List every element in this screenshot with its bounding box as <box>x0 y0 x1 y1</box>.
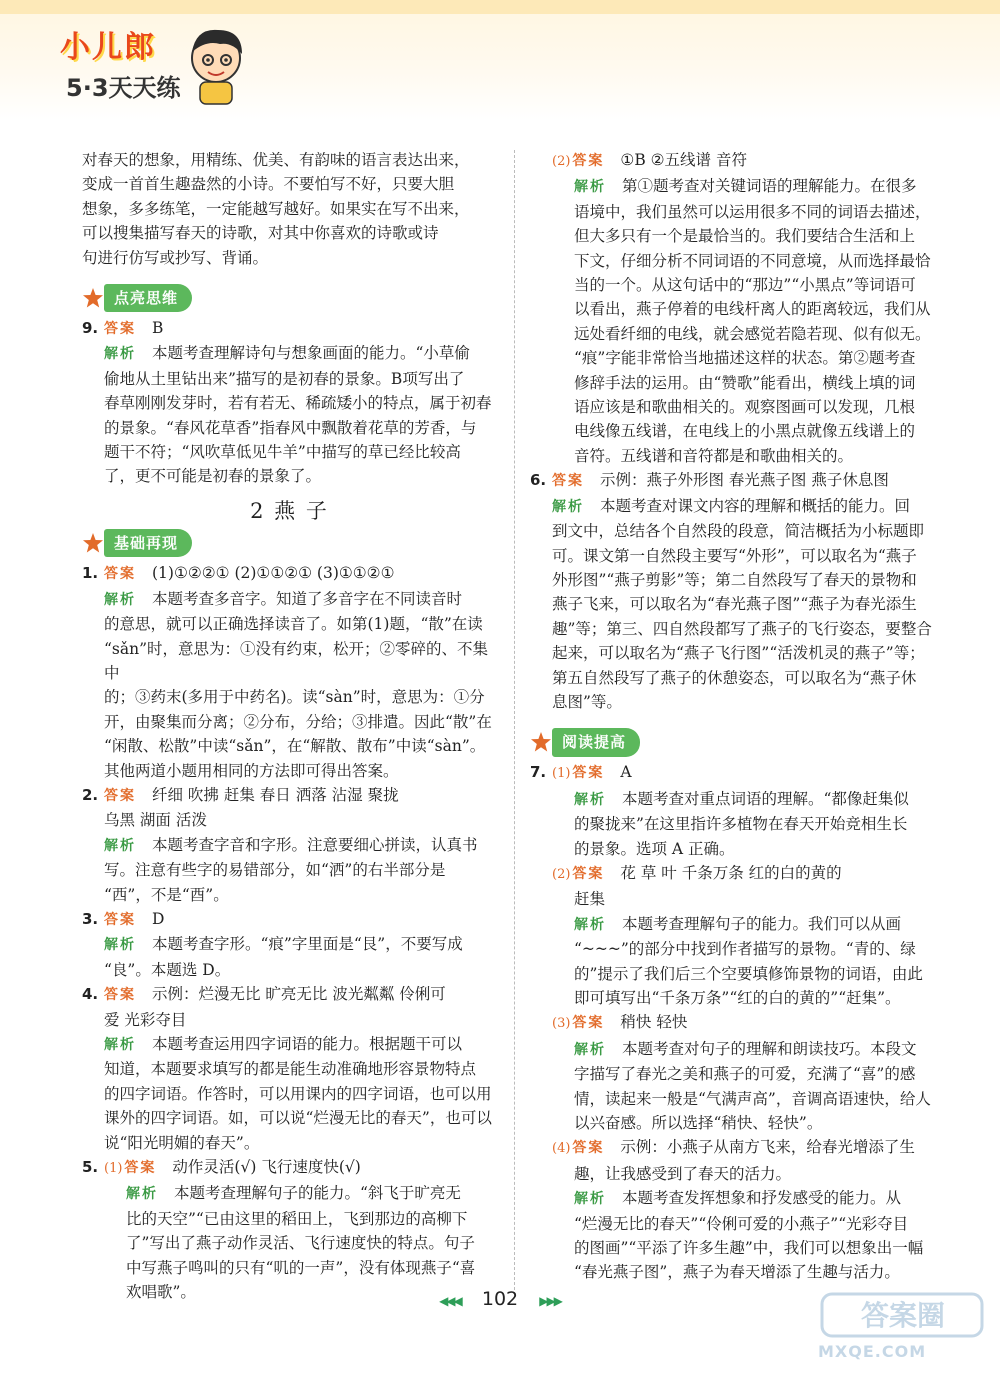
left-arrows-icon: ◀◀◀ <box>439 1294 461 1308</box>
answer-text: D <box>152 909 165 928</box>
answer-text: 纤细 吹拂 赶集 春日 洒落 沾湿 聚拢 <box>152 785 399 804</box>
brand-logo <box>60 22 240 108</box>
analysis-tag: 解析 <box>104 591 136 608</box>
text-line: 中写燕子鸣叫的只有“叽的一声”，没有体现燕子“喜 <box>126 1258 476 1277</box>
answer-text: 动作灵活(√) 飞行速度快(√) <box>172 1158 361 1177</box>
left-column <box>82 148 497 1304</box>
sub-question-number: (4) <box>552 1141 571 1157</box>
text-line: 音符。五线谱和音符都是和歌曲相关的。 <box>574 446 854 465</box>
text-line: “烂漫无比的春天”“伶俐可爱的小燕子”“光彩夺目 <box>574 1214 909 1233</box>
question-2 <box>82 783 497 808</box>
boy-mascot-icon <box>180 22 252 108</box>
text-line: 了，更不可能是初春的景象了。 <box>104 467 322 486</box>
text-line: “闲散、松散”中读“sǎn”，在“解散、散布”中读“sàn”。 <box>104 737 486 756</box>
watermark <box>818 1290 988 1370</box>
analysis-tag: 解析 <box>574 1191 606 1208</box>
answer-circle-logo-icon <box>818 1290 988 1340</box>
question-7 <box>530 760 950 786</box>
star-icon <box>530 731 552 753</box>
text-line: 本题考查多音字。知道了多音字在不同读音时 <box>152 589 463 608</box>
text-line: 可以搜集描写春天的诗歌，对其中你喜欢的诗歌或诗 <box>82 224 439 243</box>
text-line: 写。注意有些字的易错部分，如“洒”的右半部分是 <box>104 861 446 880</box>
section-banner-thinking <box>82 284 497 312</box>
analysis-tag: 解析 <box>574 916 606 933</box>
text-line: 的；③药末(多用于中药名)。读“sàn”时，意思为：①分 <box>104 688 485 707</box>
star-icon <box>82 287 104 309</box>
answer-text: A <box>620 763 632 782</box>
text-line: 句进行仿写或抄写、背诵。 <box>82 248 269 267</box>
analysis-block <box>82 1181 497 1304</box>
analysis-tag: 解析 <box>104 346 136 363</box>
answer-tag: 答案 <box>104 321 136 338</box>
answer-tag: 答案 <box>552 473 584 490</box>
section-banner-reading <box>530 728 950 756</box>
question-7-part-2 <box>530 861 950 887</box>
answer-continuation: 乌黑 湖面 活泼 <box>104 811 207 830</box>
text-line: “~~~”的部分中找到作者描写的景物。“青的、绿 <box>574 940 916 959</box>
analysis-block <box>530 912 950 1011</box>
text-line: 可。课文第一自然段主要写“外形”，可以取名为“燕子 <box>552 546 917 565</box>
text-line: 下文，仔细分析不同词语的不同意境，从而选择最恰 <box>574 251 931 270</box>
text-line: 知道，本题要求填写的都是能生动准确地形容景物特点 <box>104 1060 477 1079</box>
analysis-block <box>530 494 950 715</box>
text-line: 的意思，就可以正确选择读音了。如第(1)题，“散”在读 <box>104 615 483 634</box>
text-line: 以看出，燕子停着的电线杆离人的距离较远，我们从 <box>574 300 931 319</box>
answer-tag: 答案 <box>124 1160 157 1177</box>
section-title: 点亮思维 <box>104 284 192 312</box>
text-line: 当的一个。从这句话中的“那边”“小黑点”等词语可 <box>574 276 916 295</box>
sub-question-number: (3) <box>552 1016 571 1032</box>
text-line: 但大多只有一个是最恰当的。我们要结合生活和上 <box>574 227 916 246</box>
text-line: 本题考查对课文内容的理解和概括的能力。回 <box>600 496 911 515</box>
answer-text: B <box>152 319 164 338</box>
text-line: 想象，多多练笔，一定能越写越好。如果实在写不出来， <box>82 199 470 218</box>
text-line: 远处看纤细的电线，就会感觉若隐若现、似有似无。 <box>574 324 931 343</box>
text-line: 修辞手法的运用。由“赞歌”能看出，横线上填的词 <box>574 373 916 392</box>
text-line: 的聚拢来”在这里指许多植物在春天开始竞相生长 <box>574 815 908 834</box>
answer-continuation: 爱 光彩夺目 <box>104 1010 187 1029</box>
text-line: 燕子飞来，可以取名为“春光燕子图”“燕子为春光添生 <box>552 595 917 614</box>
text-line: 本题考查发挥想象和抒发感受的能力。从 <box>622 1189 902 1208</box>
answer-tag: 答案 <box>104 911 136 928</box>
answer-tag: 答案 <box>104 987 136 1004</box>
answer-tag: 答案 <box>572 1015 605 1032</box>
text-line: 其他两道小题用相同的方法即可得出答案。 <box>104 761 399 780</box>
text-line: 的景象。“春风花草香”指春风中飘散着花草的芳香，与 <box>104 418 477 437</box>
analysis-tag: 解析 <box>126 1186 158 1203</box>
text-line: 趣”等；第三、四自然段都写了燕子的飞行姿态，要整合 <box>552 619 932 638</box>
question-1 <box>82 561 497 586</box>
text-line: 了”写出了燕子动作灵活、飞行速度快的特点。句子 <box>126 1234 475 1253</box>
answer-text: 花 草 叶 千条万条 红的白的黄的 <box>620 863 842 882</box>
question-3 <box>82 907 497 932</box>
text-line: “良”。本题选 D。 <box>104 960 231 979</box>
analysis-tag: 解析 <box>574 179 606 196</box>
text-line: 字描写了春光之美和燕子的可爱，充满了“喜”的感 <box>574 1065 916 1084</box>
header-stripe <box>0 0 1000 14</box>
watermark-logo-text: 答案圈 <box>860 1299 946 1332</box>
right-column <box>530 148 950 1285</box>
section-title: 基础再现 <box>104 529 192 557</box>
text-line: 欢唱歌”。 <box>126 1283 196 1302</box>
text-line: 起来，可以取名为“燕子飞行图”“活泼机灵的燕子”等； <box>552 644 925 663</box>
logo-subtitle: 5·3天天练 <box>66 74 181 102</box>
text-line: 开，由聚集而分离；②分布，分给；③排遣。因此“散”在 <box>104 712 492 731</box>
answer-tag: 答案 <box>572 865 605 882</box>
sub-question-number: (2) <box>552 154 571 169</box>
answer-text: 示例：烂漫无比 旷亮无比 波光粼粼 伶俐可 <box>152 985 446 1004</box>
text-line: 比的天空”“已由这里的稻田上，飞到那边的高柳下 <box>126 1209 468 1228</box>
column-divider <box>514 150 515 1290</box>
text-line: “sǎn”时，意思为：①没有约束，松开；②零碎的、不集中 <box>104 639 489 682</box>
section-banner-basics <box>82 529 497 557</box>
answer-tag: 答案 <box>572 1140 605 1157</box>
text-line: 春草刚刚发芽时，若有若无、稀疏矮小的特点，属于初春 <box>104 394 492 413</box>
page-header <box>0 0 1000 120</box>
text-line: 题干不符；“风吹草低见牛羊”中描写的草已经比较高 <box>104 443 461 462</box>
question-7-part-4 <box>530 1135 950 1161</box>
answer-tag: 答案 <box>572 153 605 169</box>
star-icon <box>82 532 104 554</box>
analysis-block <box>530 174 950 468</box>
analysis-block <box>82 932 497 982</box>
text-line: 电线像五线谱，在电线上的小黑点就像五线谱上的 <box>574 422 916 441</box>
lesson-title: 2 燕 子 <box>250 498 329 523</box>
sub-question-number: (1) <box>104 1161 123 1177</box>
question-4 <box>82 982 497 1007</box>
question-number: 1. <box>82 564 99 583</box>
text-line: 到文中，总结各个自然段的段意，简洁概括为小标题即 <box>552 522 925 541</box>
question-5 <box>82 1155 497 1181</box>
text-line: 外形图”“燕子剪影”等；第二自然段写了春天的景物和 <box>552 570 917 589</box>
text-line: 即可填写出“千条万条”“红的白的黄的”“赶集”。 <box>574 989 901 1007</box>
text-line: 本题考查理解句子的能力。“斜飞于旷亮无 <box>174 1184 461 1203</box>
question-number: 6. <box>530 471 547 490</box>
question-number: 7. <box>530 763 547 782</box>
answer-text: ①B ②五线谱 音符 <box>620 151 747 169</box>
sub-question-number: (1) <box>552 766 571 782</box>
text-line: 第①题考查对关键词语的理解能力。在很多 <box>622 177 917 196</box>
analysis-block <box>530 1037 950 1136</box>
answer-text: 示例：小燕子从南方飞来，给春光增添了生 <box>620 1138 915 1157</box>
text-line: 对春天的想象，用精练、优美、有韵味的语言表达出来， <box>82 151 470 169</box>
answer-continuation: 赶集 <box>574 890 606 909</box>
analysis-block <box>82 587 497 783</box>
analysis-tag: 解析 <box>574 1041 606 1058</box>
analysis-block <box>82 833 497 907</box>
answer-tag: 答案 <box>104 566 136 583</box>
question-9 <box>82 316 497 341</box>
question-number: 9. <box>82 319 99 338</box>
text-line: 本题考查字音和字形。注意要细心拼读，认真书 <box>152 835 478 854</box>
text-line: “西”，不是“酉”。 <box>104 885 229 904</box>
text-line: 本题考查理解句子的能力。我们可以从画 <box>622 914 902 933</box>
text-line: “痕”字能非常恰当地描述这样的状态。第②题考查 <box>574 349 916 368</box>
text-line: 息图”等。 <box>552 692 622 711</box>
text-line: 偷地从土里钻出来”描写的是初春的景象。B项写出了 <box>104 369 465 388</box>
answer-text: (1)①②②① (2)①①②① (3)①①②① <box>152 564 395 583</box>
logo-title: 小儿郎 <box>60 30 156 65</box>
text-line: 本题考查字形。“痕”字里面是“艮”，不要写成 <box>152 935 463 954</box>
text-line: 以兴奋感。所以选择“稍快、轻快”。 <box>574 1114 823 1133</box>
text-line: 本题考查对重点词语的理解。“都像赶集似 <box>622 789 909 808</box>
analysis-tag: 解析 <box>104 937 136 954</box>
watermark-site: MXQE.COM <box>818 1342 927 1361</box>
analysis-block <box>82 1032 497 1155</box>
answer-tag: 答案 <box>572 765 605 782</box>
text-line: 的景象。选项 A 正确。 <box>574 839 735 858</box>
answer-tag: 答案 <box>104 787 136 804</box>
text-line: 变成一首首生趣盎然的小诗。不要怕写不好，只要大胆 <box>82 175 455 194</box>
answer-continuation: 趣，让我感受到了春天的活力。 <box>574 1164 792 1183</box>
text-line: 语应该是和歌曲相关的。观察图画可以发现，几根 <box>574 398 916 417</box>
intro-paragraph <box>82 148 497 270</box>
text-line: 情，读起来一般是“气满声高”，音调高语速快，给人 <box>574 1089 931 1108</box>
question-6 <box>530 468 950 493</box>
text-line: 本题考查理解诗句与想象画面的能力。“小草偷 <box>152 344 470 363</box>
analysis-tag: 解析 <box>104 1037 136 1053</box>
analysis-block <box>530 787 950 861</box>
analysis-tag: 解析 <box>574 791 606 808</box>
text-line: 的”提示了我们后三个空要填修饰景物的词语，由此 <box>574 964 923 983</box>
text-line: 的四字词语。作答时，可以用课内的四字词语，也可以用 <box>104 1084 492 1103</box>
question-number: 4. <box>82 985 99 1004</box>
analysis-block <box>82 341 497 488</box>
analysis-tag: 解析 <box>552 498 584 515</box>
question-number: 3. <box>82 909 99 928</box>
text-line: 的图画”“平添了许多生趣”中，我们可以想象出一幅 <box>574 1239 924 1258</box>
page-number: 102 <box>481 1288 519 1310</box>
text-line: 说“阳光明媚的春天”。 <box>104 1133 260 1152</box>
text-line: 本题考查运用四字词语的能力。根据题干可以 <box>152 1035 463 1053</box>
text-line: 第五自然段写了燕子的休憩姿态，可以取名为“燕子休 <box>552 668 917 687</box>
right-arrows-icon: ▶▶▶ <box>539 1294 561 1308</box>
answer-text: 稍快 轻快 <box>620 1013 688 1032</box>
sub-question-number: (2) <box>552 866 571 882</box>
section-title: 阅读提高 <box>552 728 640 756</box>
text-line: 课外的四字词语。如，可以说“烂漫无比的春天”，也可以 <box>104 1109 492 1128</box>
question-number: 2. <box>82 785 99 804</box>
text-line: 语境中，我们虽然可以运用很多不同的词语去描述， <box>574 202 931 221</box>
analysis-block <box>530 1186 950 1285</box>
question-5-part-2 <box>530 148 950 174</box>
analysis-tag: 解析 <box>104 837 136 854</box>
question-number: 5. <box>82 1158 99 1177</box>
text-line: 本题考查对句子的理解和朗读技巧。本段文 <box>622 1039 917 1058</box>
text-line: “春光燕子图”，燕子为春天增添了生趣与活力。 <box>574 1263 900 1282</box>
answer-text: 示例：燕子外形图 春光燕子图 燕子休息图 <box>600 471 889 490</box>
question-7-part-3 <box>530 1010 950 1036</box>
